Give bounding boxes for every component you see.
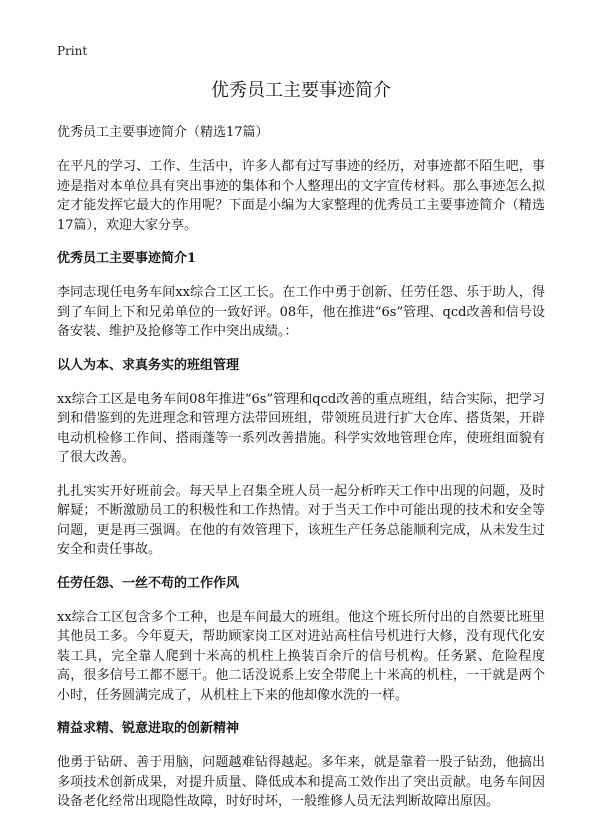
section-heading: 优秀员工主要事迹简介1 (57, 251, 197, 266)
document-subtitle: 优秀员工主要事迹简介（精选17篇） (57, 125, 269, 140)
section-paragraph: 李同志现任电务车间xx综合工区工长。在工作中勇于创新、任劳任怨、乐于助人，得到了车间上下和兄弟单位的一致好评。08年，他在推进“6s”管理、qcd改善和信号设备安装、维护及抢修等工作中突出成绩。： (57, 285, 545, 339)
intro-paragraph: 在平凡的学习、工作、生活中，许多人都有过写事迹的经历，对事迹都不陌生吧，事迹是指对本单位具有突出事迹的集体和个人整理出的文字宣传材料。那么事迹怎么拟定才能发挥它最大的作用呢？下面是小编为大家整理的优秀员工主要事迹简介（精选17篇），欢迎大家分享。 (57, 159, 545, 233)
body-paragraph: 他勇于钻研、善于用脑，问题越难钻得越起。多年来，就是靠着一股子钻劲，他搞出多项技术创新成果，对提升质量、降低成本和提高工效作出了突出贡献。电务车间因设备老化经常出现隐性故障，时好时坏，一般维修人员无法判断故障出原因。 (57, 755, 545, 809)
body-paragraph: xx综合工区包含多个工种，也是车间最大的班组。他这个班长所付出的自然要比班里其他员工多。今年夏天，帮助顾家岗工区对进站高柱信号机进行大修，没有现代化安装工具，完全靠人爬到十米高的机柱上换装百余斤的信号机构。任务紧、危险程度高，很多信号工都不愿干。他二话没说系上安全带爬上十米高的机柱，一干就是两个小时，任务圆满完成了，从机柱上下来的他却像水洗的一样。 (57, 609, 545, 703)
body-paragraph: 扎扎实实开好班前会。每天早上召集全班人员一起分析昨天工作中出现的问题，及时解疑；不断激励员工的积极性和工作热情。对于当天工作中可能出现的技术和安全等问题，更是再三强调。在他的有效管理下，该班生产任务总能顺利完成，从未发生过安全和责任事故。 (57, 483, 545, 557)
body-paragraph: xx综合工区是电务车间08年推进“6s”管理和qcd改善的重点班组，结合实际，把学习到和借鉴到的先进理念和管理方法带回班组，带领班员进行扩大仓库、搭货架，开辟电动机检修工作间、搭雨蓬等一系列改善措施。科学实效地管理仓库，使班组面貌有了很大改善。 (57, 391, 545, 465)
subsection-heading: 精益求精、锐意进取的创新精神 (57, 721, 240, 736)
print-link[interactable]: Print (57, 44, 88, 58)
subsection-heading: 以人为本、求真务实的班组管理 (57, 357, 240, 373)
document-title: 优秀员工主要事迹简介 (211, 80, 391, 101)
subsection-heading: 任劳任怨、一丝不苟的工作作风 (57, 575, 240, 591)
document-page (57, 78, 545, 826)
